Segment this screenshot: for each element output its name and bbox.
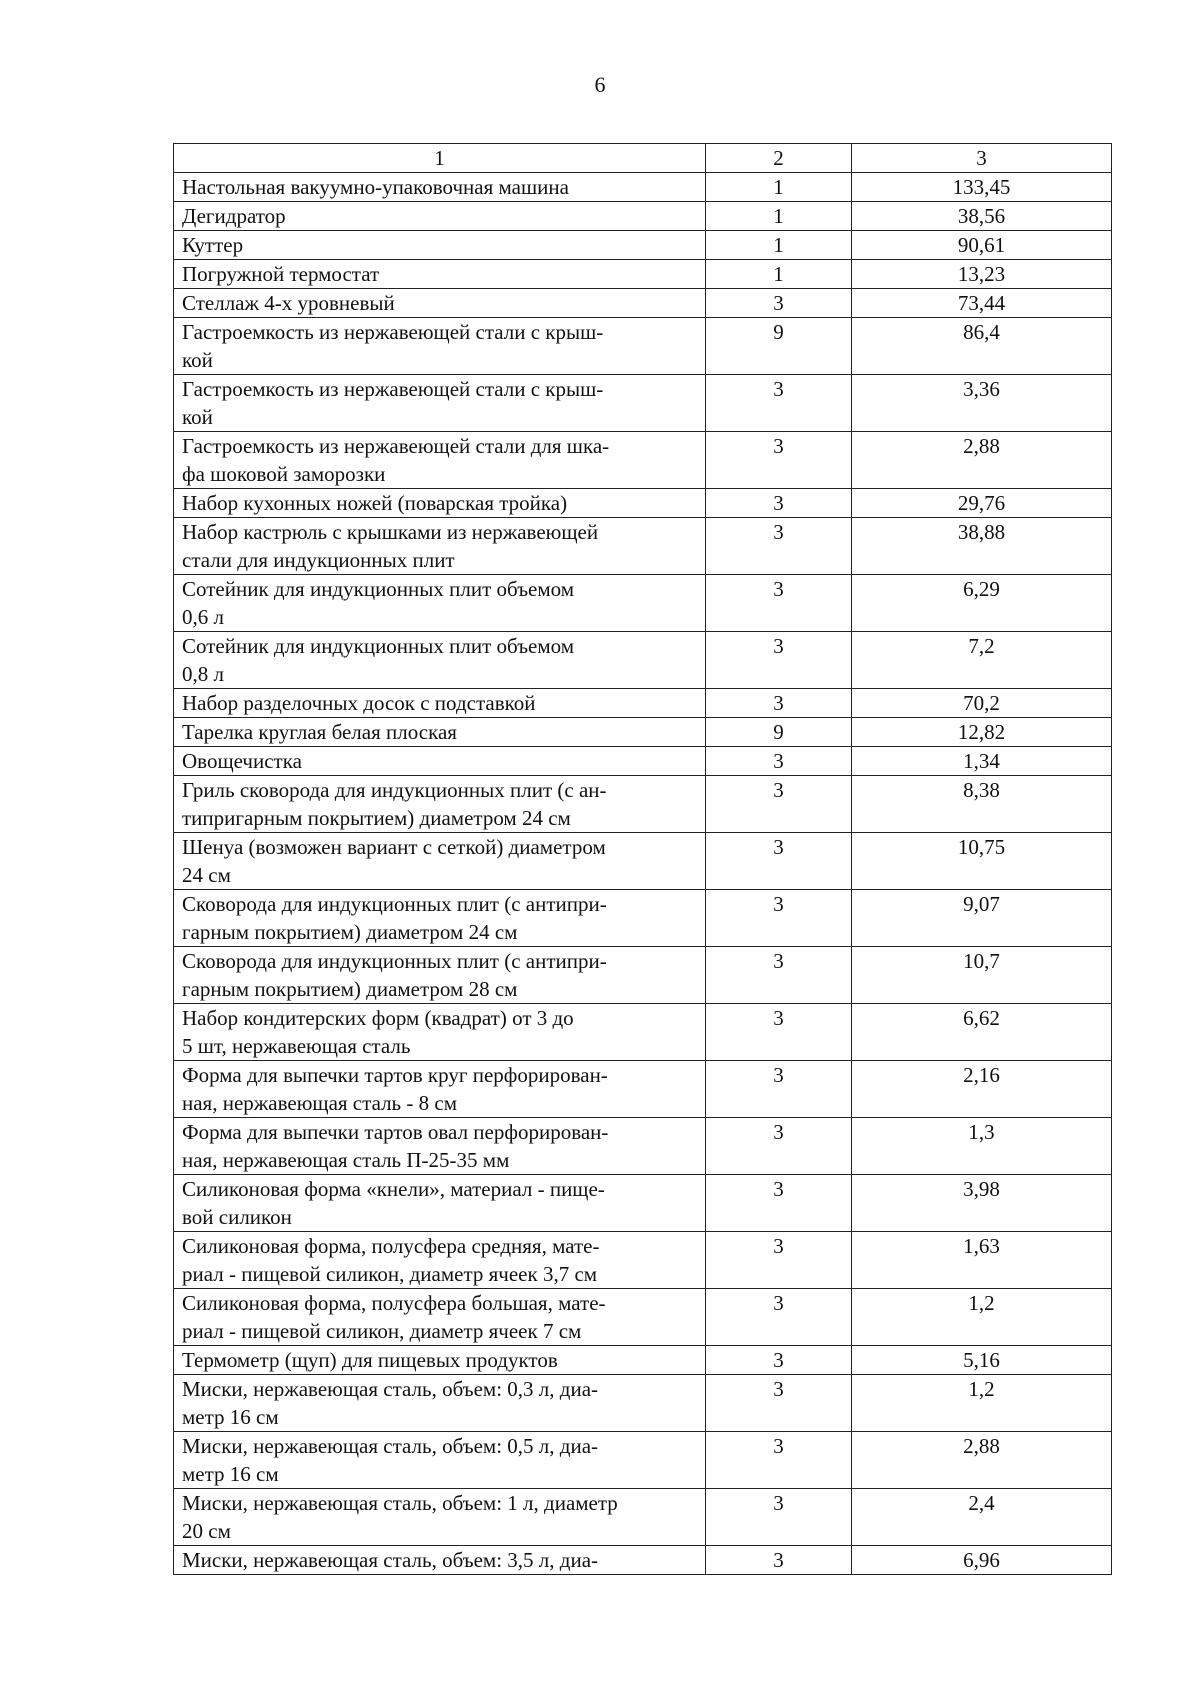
item-name-cell: Миски, нержавеющая сталь, объем: 0,5 л, диа- метр 16 см: [174, 1432, 706, 1489]
item-value-cell: 9,07: [852, 890, 1112, 947]
item-quantity-cell: 3: [706, 518, 852, 575]
item-name-cell: Гастроемкость из нержавеющей стали с крыш- кой: [174, 318, 706, 375]
item-quantity-cell: 1: [706, 202, 852, 231]
item-name-cell: Гриль сковорода для индукционных плит (с ан- типригарным покрытием) диаметром 24 см: [174, 776, 706, 833]
item-quantity-cell: 3: [706, 432, 852, 489]
item-name-cell: Силиконовая форма «кнели», материал - пище- вой силикон: [174, 1175, 706, 1232]
table-row: [174, 1375, 1112, 1432]
item-value-cell: 2,88: [852, 1432, 1112, 1489]
table-row: [174, 1061, 1112, 1118]
item-name-cell: Набор разделочных досок с подставкой: [174, 689, 706, 718]
item-quantity-cell: 3: [706, 747, 852, 776]
table-row: [174, 260, 1112, 289]
table-row: [174, 1546, 1112, 1575]
item-value-cell: 38,56: [852, 202, 1112, 231]
table-header-row: [174, 144, 1112, 173]
item-name-cell: Миски, нержавеющая сталь, объем: 3,5 л, диа-: [174, 1546, 706, 1575]
item-quantity-cell: 9: [706, 318, 852, 375]
item-quantity-cell: 3: [706, 1061, 852, 1118]
item-name-cell: Сковорода для индукционных плит (с антипри- гарным покрытием) диаметром 24 см: [174, 890, 706, 947]
page-number: 6: [594, 72, 606, 97]
table-row: [174, 1175, 1112, 1232]
item-value-cell: 2,16: [852, 1061, 1112, 1118]
item-name-cell: Шенуа (возможен вариант с сеткой) диаметром 24 см: [174, 833, 706, 890]
item-name-cell: Миски, нержавеющая сталь, объем: 0,3 л, диа- метр 16 см: [174, 1375, 706, 1432]
table-body: [174, 173, 1112, 1575]
item-quantity-cell: 3: [706, 1175, 852, 1232]
item-name-cell: Овощечистка: [174, 747, 706, 776]
table-row: [174, 632, 1112, 689]
item-value-cell: 1,63: [852, 1232, 1112, 1289]
item-quantity-cell: 3: [706, 289, 852, 318]
item-name-cell: Стеллаж 4-х уровневый: [174, 289, 706, 318]
item-value-cell: 6,96: [852, 1546, 1112, 1575]
item-name-cell: Набор кондитерских форм (квадрат) от 3 до 5 шт, нержавеющая сталь: [174, 1004, 706, 1061]
item-name-cell: Силиконовая форма, полусфера большая, мате- риал - пищевой силикон, диаметр ячеек 7 см: [174, 1289, 706, 1346]
table-row: [174, 689, 1112, 718]
item-value-cell: 90,61: [852, 231, 1112, 260]
item-quantity-cell: 3: [706, 1118, 852, 1175]
item-value-cell: 8,38: [852, 776, 1112, 833]
table-row: [174, 432, 1112, 489]
table-row: [174, 289, 1112, 318]
column-header-3: 3: [852, 144, 1112, 173]
item-quantity-cell: 1: [706, 260, 852, 289]
item-value-cell: 1,2: [852, 1289, 1112, 1346]
table-row: [174, 776, 1112, 833]
table-row: [174, 231, 1112, 260]
item-name-cell: Сковорода для индукционных плит (с антипри- гарным покрытием) диаметром 28 см: [174, 947, 706, 1004]
table-row: [174, 947, 1112, 1004]
table-row: [174, 202, 1112, 231]
item-name-cell: Погружной термостат: [174, 260, 706, 289]
item-quantity-cell: 1: [706, 231, 852, 260]
item-quantity-cell: 3: [706, 1004, 852, 1061]
item-quantity-cell: 3: [706, 489, 852, 518]
table-row: [174, 890, 1112, 947]
table-row: [174, 1432, 1112, 1489]
item-value-cell: 38,88: [852, 518, 1112, 575]
item-value-cell: 7,2: [852, 632, 1112, 689]
column-header-2: 2: [706, 144, 852, 173]
item-name-cell: Сотейник для индукционных плит объемом 0,6 л: [174, 575, 706, 632]
item-name-cell: Дегидратор: [174, 202, 706, 231]
item-quantity-cell: 9: [706, 718, 852, 747]
item-value-cell: 73,44: [852, 289, 1112, 318]
item-name-cell: Настольная вакуумно-упаковочная машина: [174, 173, 706, 202]
item-quantity-cell: 3: [706, 1232, 852, 1289]
item-quantity-cell: 3: [706, 375, 852, 432]
item-value-cell: 1,34: [852, 747, 1112, 776]
item-value-cell: 2,4: [852, 1489, 1112, 1546]
table-row: [174, 833, 1112, 890]
item-value-cell: 5,16: [852, 1346, 1112, 1375]
item-quantity-cell: 3: [706, 1489, 852, 1546]
table-row: [174, 173, 1112, 202]
item-name-cell: Сотейник для индукционных плит объемом 0,8 л: [174, 632, 706, 689]
item-value-cell: 29,76: [852, 489, 1112, 518]
item-name-cell: Тарелка круглая белая плоская: [174, 718, 706, 747]
item-quantity-cell: 3: [706, 890, 852, 947]
item-value-cell: 86,4: [852, 318, 1112, 375]
item-name-cell: Набор кастрюль с крышками из нержавеющей стали для индукционных плит: [174, 518, 706, 575]
item-name-cell: Форма для выпечки тартов круг перфорирован- ная, нержавеющая сталь - 8 см: [174, 1061, 706, 1118]
table-row: [174, 1346, 1112, 1375]
item-value-cell: 70,2: [852, 689, 1112, 718]
item-value-cell: 2,88: [852, 432, 1112, 489]
column-header-1: 1: [174, 144, 706, 173]
item-name-cell: Набор кухонных ножей (поварская тройка): [174, 489, 706, 518]
item-quantity-cell: 3: [706, 833, 852, 890]
item-quantity-cell: 3: [706, 776, 852, 833]
table-row: [174, 489, 1112, 518]
item-quantity-cell: 3: [706, 1546, 852, 1575]
item-quantity-cell: 3: [706, 632, 852, 689]
item-value-cell: 133,45: [852, 173, 1112, 202]
item-value-cell: 6,29: [852, 575, 1112, 632]
table-row: [174, 1232, 1112, 1289]
item-value-cell: 3,36: [852, 375, 1112, 432]
item-value-cell: 3,98: [852, 1175, 1112, 1232]
item-value-cell: 10,7: [852, 947, 1112, 1004]
item-value-cell: 13,23: [852, 260, 1112, 289]
item-name-cell: Гастроемкость из нержавеющей стали с крыш- кой: [174, 375, 706, 432]
item-value-cell: 1,3: [852, 1118, 1112, 1175]
item-quantity-cell: 3: [706, 689, 852, 718]
item-name-cell: Форма для выпечки тартов овал перфорирован- ная, нержавеющая сталь П-25-35 мм: [174, 1118, 706, 1175]
item-quantity-cell: 3: [706, 575, 852, 632]
table-row: [174, 575, 1112, 632]
table-row: [174, 1118, 1112, 1175]
item-quantity-cell: 1: [706, 173, 852, 202]
item-quantity-cell: 3: [706, 1432, 852, 1489]
item-name-cell: Термометр (щуп) для пищевых продуктов: [174, 1346, 706, 1375]
item-name-cell: Куттер: [174, 231, 706, 260]
table-row: [174, 747, 1112, 776]
item-value-cell: 10,75: [852, 833, 1112, 890]
item-quantity-cell: 3: [706, 1346, 852, 1375]
table-row: [174, 375, 1112, 432]
table-row: [174, 1489, 1112, 1546]
item-name-cell: Миски, нержавеющая сталь, объем: 1 л, диаметр 20 см: [174, 1489, 706, 1546]
table-row: [174, 718, 1112, 747]
item-quantity-cell: 3: [706, 1375, 852, 1432]
table-row: [174, 1289, 1112, 1346]
item-value-cell: 6,62: [852, 1004, 1112, 1061]
item-name-cell: Гастроемкость из нержавеющей стали для шка- фа шоковой заморозки: [174, 432, 706, 489]
table-row: [174, 518, 1112, 575]
table-row: [174, 1004, 1112, 1061]
item-value-cell: 12,82: [852, 718, 1112, 747]
item-name-cell: Силиконовая форма, полусфера средняя, мате- риал - пищевой силикон, диаметр ячеек 3,7 см: [174, 1232, 706, 1289]
equipment-table: [173, 143, 1112, 1575]
table-row: [174, 318, 1112, 375]
item-quantity-cell: 3: [706, 1289, 852, 1346]
item-quantity-cell: 3: [706, 947, 852, 1004]
item-value-cell: 1,2: [852, 1375, 1112, 1432]
